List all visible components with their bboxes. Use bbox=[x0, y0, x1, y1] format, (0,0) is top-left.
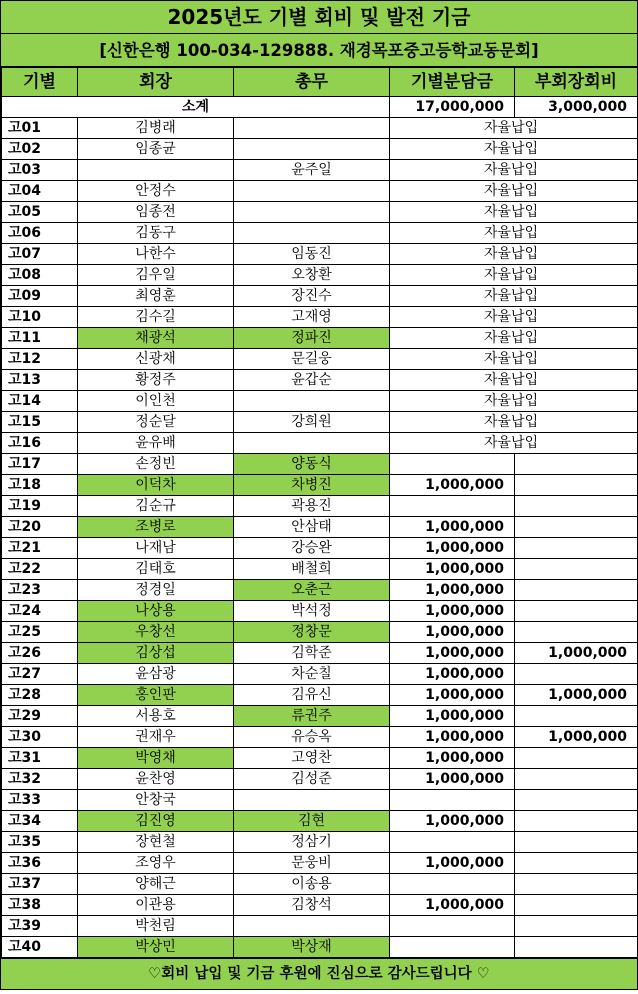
gen-cell: 고40 bbox=[2, 937, 78, 958]
table-row bbox=[2, 139, 638, 160]
col-header-gen: 기별 bbox=[2, 68, 78, 97]
vice-fee-cell bbox=[515, 538, 638, 559]
vice-fee-cell bbox=[515, 895, 638, 916]
secretary-cell: 김현 bbox=[234, 811, 390, 832]
vice-fee-cell: 1,000,000 bbox=[515, 685, 638, 706]
table-row bbox=[2, 790, 638, 811]
col-header-secretary: 총무 bbox=[234, 68, 390, 97]
secretary-cell: 곽용진 bbox=[234, 496, 390, 517]
share-cell bbox=[390, 454, 515, 475]
secretary-cell: 오창환 bbox=[234, 265, 390, 286]
table-row bbox=[2, 685, 638, 706]
table-row bbox=[2, 433, 638, 454]
table-row bbox=[2, 349, 638, 370]
gen-cell: 고28 bbox=[2, 685, 78, 706]
col-header-president: 회장 bbox=[78, 68, 234, 97]
table-row bbox=[2, 307, 638, 328]
vice-fee-cell bbox=[515, 853, 638, 874]
subtotal-label: 소계 bbox=[2, 97, 390, 118]
gen-cell: 고03 bbox=[2, 160, 78, 181]
share-cell: 1,000,000 bbox=[390, 706, 515, 727]
table-row bbox=[2, 538, 638, 559]
president-cell: 조영우 bbox=[78, 853, 234, 874]
payment-note-cell: 자율납입 bbox=[390, 412, 638, 433]
secretary-cell bbox=[234, 433, 390, 454]
president-cell: 정경일 bbox=[78, 580, 234, 601]
share-cell bbox=[390, 832, 515, 853]
table-row bbox=[2, 559, 638, 580]
gen-cell: 고13 bbox=[2, 370, 78, 391]
table-row bbox=[2, 496, 638, 517]
gen-cell: 고27 bbox=[2, 664, 78, 685]
secretary-cell: 문길웅 bbox=[234, 349, 390, 370]
president-cell: 안창국 bbox=[78, 790, 234, 811]
vice-fee-cell bbox=[515, 475, 638, 496]
table-row bbox=[2, 391, 638, 412]
secretary-cell: 고영찬 bbox=[234, 748, 390, 769]
share-cell: 1,000,000 bbox=[390, 853, 515, 874]
secretary-cell: 양동식 bbox=[234, 454, 390, 475]
gen-cell: 고37 bbox=[2, 874, 78, 895]
thanks-footer: ♡회비 납입 및 기금 후원에 진심으로 감사드립니다 ♡ bbox=[1, 958, 637, 989]
payment-note-cell: 자율납입 bbox=[390, 223, 638, 244]
table-row bbox=[2, 160, 638, 181]
table-row bbox=[2, 412, 638, 433]
secretary-cell: 김유신 bbox=[234, 685, 390, 706]
secretary-cell: 차순칠 bbox=[234, 664, 390, 685]
table-row bbox=[2, 475, 638, 496]
secretary-cell: 강희원 bbox=[234, 412, 390, 433]
vice-fee-cell bbox=[515, 454, 638, 475]
secretary-cell: 박석정 bbox=[234, 601, 390, 622]
payment-note-cell: 자율납입 bbox=[390, 181, 638, 202]
secretary-cell: 윤주일 bbox=[234, 160, 390, 181]
president-cell: 안정수 bbox=[78, 181, 234, 202]
president-cell: 김상섭 bbox=[78, 643, 234, 664]
gen-cell: 고08 bbox=[2, 265, 78, 286]
secretary-cell bbox=[234, 391, 390, 412]
president-cell: 신광채 bbox=[78, 349, 234, 370]
share-cell: 1,000,000 bbox=[390, 622, 515, 643]
payment-note-cell: 자율납입 bbox=[390, 433, 638, 454]
secretary-cell: 정창문 bbox=[234, 622, 390, 643]
gen-cell: 고33 bbox=[2, 790, 78, 811]
president-cell: 이인천 bbox=[78, 391, 234, 412]
secretary-cell: 김성준 bbox=[234, 769, 390, 790]
fee-table bbox=[1, 67, 638, 958]
gen-cell: 고04 bbox=[2, 181, 78, 202]
president-cell: 박천림 bbox=[78, 916, 234, 937]
gen-cell: 고26 bbox=[2, 643, 78, 664]
share-cell bbox=[390, 916, 515, 937]
payment-note-cell: 자율납입 bbox=[390, 244, 638, 265]
table-row bbox=[2, 580, 638, 601]
secretary-cell: 배철희 bbox=[234, 559, 390, 580]
secretary-cell: 류권주 bbox=[234, 706, 390, 727]
table-row bbox=[2, 265, 638, 286]
gen-cell: 고21 bbox=[2, 538, 78, 559]
gen-cell: 고39 bbox=[2, 916, 78, 937]
table-header-row bbox=[2, 68, 638, 97]
gen-cell: 고32 bbox=[2, 769, 78, 790]
share-cell: 1,000,000 bbox=[390, 895, 515, 916]
secretary-cell: 김학준 bbox=[234, 643, 390, 664]
vice-fee-cell bbox=[515, 832, 638, 853]
table-row bbox=[2, 328, 638, 349]
table-row bbox=[2, 811, 638, 832]
president-cell: 윤삼광 bbox=[78, 664, 234, 685]
secretary-cell: 정삼기 bbox=[234, 832, 390, 853]
president-cell: 황정주 bbox=[78, 370, 234, 391]
president-cell bbox=[78, 160, 234, 181]
secretary-cell: 안삼태 bbox=[234, 517, 390, 538]
gen-cell: 고12 bbox=[2, 349, 78, 370]
subtotal-row bbox=[2, 97, 638, 118]
share-cell: 1,000,000 bbox=[390, 811, 515, 832]
vice-fee-cell bbox=[515, 664, 638, 685]
share-cell bbox=[390, 937, 515, 958]
share-cell: 1,000,000 bbox=[390, 580, 515, 601]
gen-cell: 고11 bbox=[2, 328, 78, 349]
payment-note-cell: 자율납입 bbox=[390, 349, 638, 370]
share-cell: 1,000,000 bbox=[390, 664, 515, 685]
secretary-cell: 강승완 bbox=[234, 538, 390, 559]
share-cell: 1,000,000 bbox=[390, 769, 515, 790]
gen-cell: 고16 bbox=[2, 433, 78, 454]
gen-cell: 고20 bbox=[2, 517, 78, 538]
gen-cell: 고30 bbox=[2, 727, 78, 748]
president-cell: 박상민 bbox=[78, 937, 234, 958]
vice-fee-cell bbox=[515, 580, 638, 601]
president-cell: 박영채 bbox=[78, 748, 234, 769]
gen-cell: 고38 bbox=[2, 895, 78, 916]
vice-fee-cell bbox=[515, 496, 638, 517]
payment-note-cell: 자율납입 bbox=[390, 118, 638, 139]
president-cell: 서용호 bbox=[78, 706, 234, 727]
share-cell: 1,000,000 bbox=[390, 475, 515, 496]
table-row bbox=[2, 727, 638, 748]
gen-cell: 고07 bbox=[2, 244, 78, 265]
payment-note-cell: 자율납입 bbox=[390, 139, 638, 160]
gen-cell: 고10 bbox=[2, 307, 78, 328]
share-cell bbox=[390, 496, 515, 517]
vice-fee-cell bbox=[515, 916, 638, 937]
vice-fee-cell bbox=[515, 748, 638, 769]
share-cell: 1,000,000 bbox=[390, 559, 515, 580]
president-cell: 권재우 bbox=[78, 727, 234, 748]
secretary-cell: 오춘근 bbox=[234, 580, 390, 601]
gen-cell: 고24 bbox=[2, 601, 78, 622]
vice-fee-cell bbox=[515, 517, 638, 538]
president-cell: 김진영 bbox=[78, 811, 234, 832]
gen-cell: 고36 bbox=[2, 853, 78, 874]
president-cell: 조병로 bbox=[78, 517, 234, 538]
gen-cell: 고22 bbox=[2, 559, 78, 580]
table-row bbox=[2, 664, 638, 685]
table-row bbox=[2, 517, 638, 538]
share-cell: 1,000,000 bbox=[390, 538, 515, 559]
gen-cell: 고31 bbox=[2, 748, 78, 769]
president-cell: 채광석 bbox=[78, 328, 234, 349]
table-row bbox=[2, 832, 638, 853]
table-row bbox=[2, 454, 638, 475]
table-row bbox=[2, 244, 638, 265]
gen-cell: 고17 bbox=[2, 454, 78, 475]
table-row bbox=[2, 895, 638, 916]
president-cell: 홍인판 bbox=[78, 685, 234, 706]
secretary-cell: 장진수 bbox=[234, 286, 390, 307]
gen-cell: 고29 bbox=[2, 706, 78, 727]
vice-fee-cell bbox=[515, 622, 638, 643]
table-row bbox=[2, 601, 638, 622]
share-cell bbox=[390, 874, 515, 895]
secretary-cell bbox=[234, 118, 390, 139]
table-row bbox=[2, 769, 638, 790]
president-cell: 최영훈 bbox=[78, 286, 234, 307]
share-cell: 1,000,000 bbox=[390, 748, 515, 769]
vice-fee-cell bbox=[515, 811, 638, 832]
table-row bbox=[2, 286, 638, 307]
gen-cell: 고25 bbox=[2, 622, 78, 643]
subtotal-vice-fee: 3,000,000 bbox=[515, 97, 638, 118]
secretary-cell bbox=[234, 139, 390, 160]
payment-note-cell: 자율납입 bbox=[390, 286, 638, 307]
payment-note-cell: 자율납입 bbox=[390, 391, 638, 412]
bank-account: [신한은행 100-034-129888. 재경목포중고등학교동문회] bbox=[1, 34, 637, 67]
president-cell: 김병래 bbox=[78, 118, 234, 139]
table-row bbox=[2, 937, 638, 958]
president-cell: 김태호 bbox=[78, 559, 234, 580]
president-cell: 김우일 bbox=[78, 265, 234, 286]
president-cell: 이관용 bbox=[78, 895, 234, 916]
president-cell: 나재남 bbox=[78, 538, 234, 559]
table-row bbox=[2, 916, 638, 937]
table-row bbox=[2, 622, 638, 643]
secretary-cell bbox=[234, 181, 390, 202]
secretary-cell: 차병진 bbox=[234, 475, 390, 496]
share-cell bbox=[390, 790, 515, 811]
table-row bbox=[2, 748, 638, 769]
secretary-cell bbox=[234, 916, 390, 937]
gen-cell: 고18 bbox=[2, 475, 78, 496]
president-cell: 임종전 bbox=[78, 202, 234, 223]
vice-fee-cell bbox=[515, 937, 638, 958]
payment-note-cell: 자율납입 bbox=[390, 265, 638, 286]
president-cell: 김동구 bbox=[78, 223, 234, 244]
share-cell: 1,000,000 bbox=[390, 727, 515, 748]
col-header-vice-fee: 부회장회비 bbox=[515, 68, 638, 97]
share-cell: 1,000,000 bbox=[390, 601, 515, 622]
col-header-share: 기별분담금 bbox=[390, 68, 515, 97]
vice-fee-cell bbox=[515, 601, 638, 622]
president-cell: 임종균 bbox=[78, 139, 234, 160]
president-cell: 윤찬영 bbox=[78, 769, 234, 790]
gen-cell: 고34 bbox=[2, 811, 78, 832]
table-row bbox=[2, 118, 638, 139]
secretary-cell: 유승옥 bbox=[234, 727, 390, 748]
gen-cell: 고02 bbox=[2, 139, 78, 160]
table-row bbox=[2, 181, 638, 202]
president-cell: 김순규 bbox=[78, 496, 234, 517]
payment-note-cell: 자율납입 bbox=[390, 307, 638, 328]
secretary-cell bbox=[234, 790, 390, 811]
secretary-cell: 임동진 bbox=[234, 244, 390, 265]
table-row bbox=[2, 370, 638, 391]
secretary-cell: 고재영 bbox=[234, 307, 390, 328]
gen-cell: 고23 bbox=[2, 580, 78, 601]
secretary-cell: 문웅비 bbox=[234, 853, 390, 874]
president-cell: 양해근 bbox=[78, 874, 234, 895]
president-cell: 손정빈 bbox=[78, 454, 234, 475]
gen-cell: 고35 bbox=[2, 832, 78, 853]
president-cell: 나상용 bbox=[78, 601, 234, 622]
vice-fee-cell bbox=[515, 706, 638, 727]
gen-cell: 고15 bbox=[2, 412, 78, 433]
president-cell: 정순달 bbox=[78, 412, 234, 433]
table-row bbox=[2, 706, 638, 727]
president-cell: 김수길 bbox=[78, 307, 234, 328]
secretary-cell: 이송용 bbox=[234, 874, 390, 895]
president-cell: 윤유배 bbox=[78, 433, 234, 454]
secretary-cell bbox=[234, 223, 390, 244]
gen-cell: 고09 bbox=[2, 286, 78, 307]
vice-fee-cell bbox=[515, 874, 638, 895]
table-row bbox=[2, 223, 638, 244]
president-cell: 나한수 bbox=[78, 244, 234, 265]
vice-fee-cell bbox=[515, 769, 638, 790]
gen-cell: 고06 bbox=[2, 223, 78, 244]
payment-note-cell: 자율납입 bbox=[390, 370, 638, 391]
table-row bbox=[2, 853, 638, 874]
gen-cell: 고19 bbox=[2, 496, 78, 517]
secretary-cell: 정파진 bbox=[234, 328, 390, 349]
president-cell: 우창선 bbox=[78, 622, 234, 643]
secretary-cell: 윤갑순 bbox=[234, 370, 390, 391]
sheet-title: 2025년도 기별 회비 및 발전 기금 bbox=[1, 1, 637, 34]
vice-fee-cell bbox=[515, 559, 638, 580]
gen-cell: 고01 bbox=[2, 118, 78, 139]
share-cell: 1,000,000 bbox=[390, 517, 515, 538]
share-cell: 1,000,000 bbox=[390, 685, 515, 706]
gen-cell: 고05 bbox=[2, 202, 78, 223]
secretary-cell: 김창석 bbox=[234, 895, 390, 916]
secretary-cell: 박상재 bbox=[234, 937, 390, 958]
payment-note-cell: 자율납입 bbox=[390, 160, 638, 181]
share-cell: 1,000,000 bbox=[390, 643, 515, 664]
vice-fee-cell bbox=[515, 790, 638, 811]
president-cell: 이덕차 bbox=[78, 475, 234, 496]
gen-cell: 고14 bbox=[2, 391, 78, 412]
table-row bbox=[2, 874, 638, 895]
president-cell: 장현철 bbox=[78, 832, 234, 853]
vice-fee-cell: 1,000,000 bbox=[515, 727, 638, 748]
payment-note-cell: 자율납입 bbox=[390, 202, 638, 223]
subtotal-share: 17,000,000 bbox=[390, 97, 515, 118]
secretary-cell bbox=[234, 202, 390, 223]
vice-fee-cell: 1,000,000 bbox=[515, 643, 638, 664]
table-row bbox=[2, 202, 638, 223]
table-row bbox=[2, 643, 638, 664]
payment-note-cell: 자율납입 bbox=[390, 328, 638, 349]
